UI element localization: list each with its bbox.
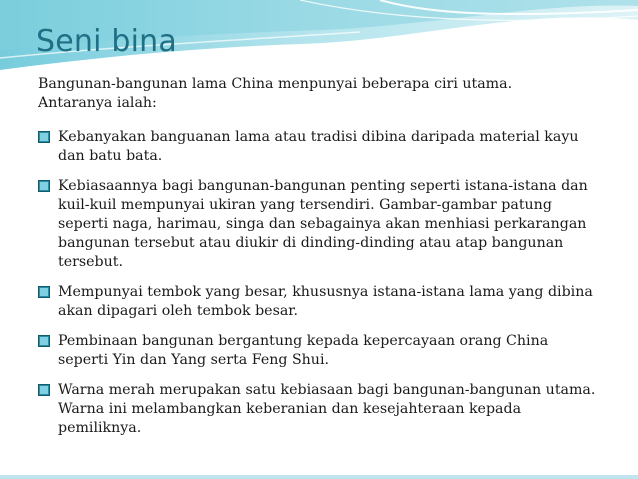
bullet-item: [38, 332, 598, 370]
bullet-list: [38, 128, 598, 449]
bullet-item: [38, 283, 598, 321]
bullet-text: Kebiasaannya bagi bangunan-bangunan penting seperti istana-istana dan kuil-kuil mempunyai ukiran yang tersendiri. Gambar-gambar patung seperti naga, harimau, singa dan sebagainya akan menhiasi perkarangan bangunan tersebut atau diukir di dinding-dinding atau atap bangunan tersebut.: [58, 178, 588, 270]
bullet-text: Kebanyakan banguanan lama atau tradisi dibina daripada material kayu dan batu bata.: [58, 129, 579, 164]
bullet-item: [38, 177, 598, 272]
checkbox-bullet-icon: [38, 180, 50, 192]
slide-title: Seni bina: [36, 24, 177, 59]
intro-paragraph: Bangunan-bangunan lama China menpunyai beberapa ciri utama. Antaranya ialah:: [38, 76, 513, 111]
checkbox-bullet-icon: [38, 286, 50, 298]
bullet-text: Warna merah merupakan satu kebiasaan bagi bangunan-bangunan utama. Warna ini melambangkan keberanian dan kesejahteraan kepada pemiliknya.: [58, 382, 596, 436]
bullet-item: [38, 128, 598, 166]
footer-wave-decoration: [0, 471, 638, 479]
checkbox-bullet-icon: [38, 384, 50, 396]
bullet-text: Pembinaan bangunan bergantung kepada kepercayaan orang China seperti Yin dan Yang serta Feng Shui.: [58, 333, 549, 368]
checkbox-bullet-icon: [38, 131, 50, 143]
bullet-text: Mempunyai tembok yang besar, khususnya istana-istana lama yang dibina akan dipagari oleh tembok besar.: [58, 284, 593, 319]
bullet-item: [38, 381, 598, 438]
checkbox-bullet-icon: [38, 335, 50, 347]
